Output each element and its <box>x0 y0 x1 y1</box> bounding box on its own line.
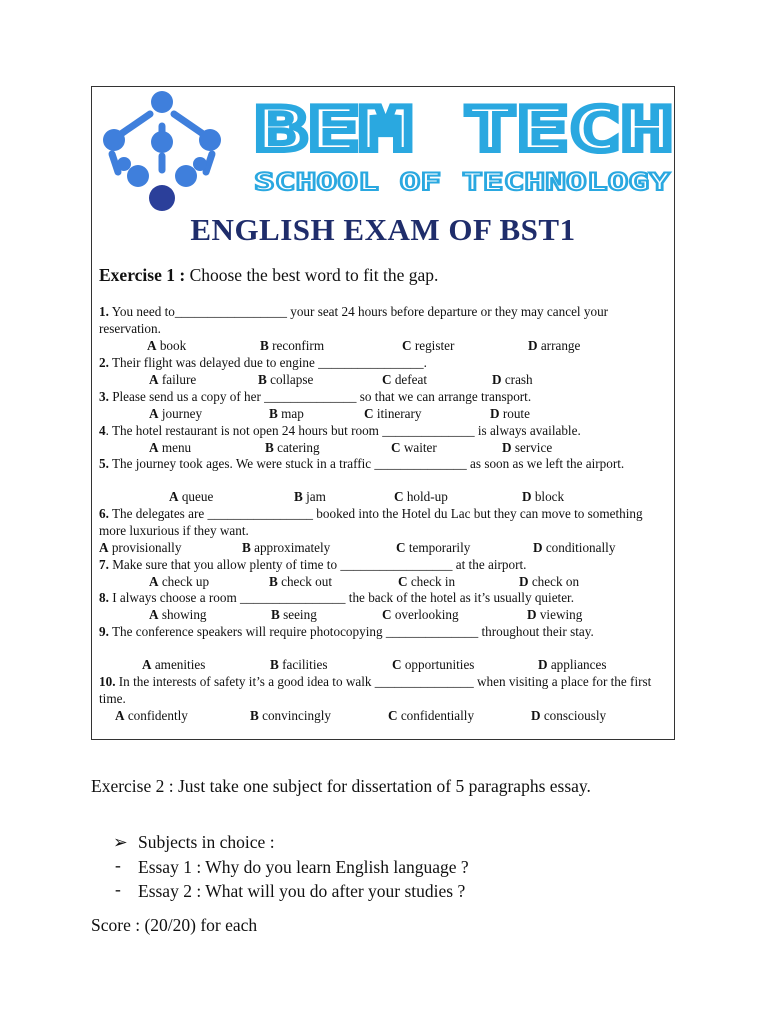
q1-option-a[interactable]: A book <box>147 338 187 353</box>
q8-option-a[interactable]: A showing <box>149 607 207 622</box>
q1-option-c[interactable]: C register <box>402 338 455 353</box>
svg-text:SCHOOL OF TECHNOLOGY: SCHOOL OF TECHNOLOGY <box>254 168 671 194</box>
dash-bullet-icon: - <box>115 879 121 899</box>
exercise1-instruction: Choose the best word to fit the gap. <box>189 265 439 285</box>
question-2: 2. Their flight was delayed due to engine ________________. <box>99 355 427 370</box>
score-text: Score : (20/20) for each <box>91 915 258 935</box>
brand-subtitle <box>254 168 674 194</box>
q4-option-a[interactable]: A menu <box>149 440 192 455</box>
essay-1: Essay 1 : Why do you learn English language ? <box>138 857 469 877</box>
q5-option-b[interactable]: B jam <box>294 489 326 504</box>
q9-option-b[interactable]: B facilities <box>270 657 328 672</box>
essay-2: Essay 2 : What will you do after your studies ? <box>138 881 466 901</box>
bem-tech-logo-icon <box>98 86 258 214</box>
q3-option-b[interactable]: B map <box>269 406 304 421</box>
q2-option-d[interactable]: D crash <box>492 372 533 387</box>
svg-text:BEM TECH: BEM TECH <box>255 98 673 158</box>
q1-option-d[interactable]: D arrange <box>528 338 581 353</box>
question-10: 10. In the interests of safety it’s a good idea to walk _______________ when visiting a place for the first time. <box>99 674 652 706</box>
q2-option-c[interactable]: C defeat <box>382 372 428 387</box>
question-6: 6. The delegates are ________________ booked into the Hotel du Lac but they can move to something more luxurious if they want. <box>99 506 643 538</box>
dash-bullet-icon: - <box>115 855 121 875</box>
q6-option-d[interactable]: D conditionally <box>533 540 616 555</box>
q3-option-d[interactable]: D route <box>490 406 530 421</box>
exercise1-label: Exercise 1 : <box>99 265 186 285</box>
q9-option-c[interactable]: C opportunities <box>392 657 475 672</box>
exercise1-heading <box>99 265 438 286</box>
q7-option-a[interactable]: A check up <box>149 574 210 589</box>
q8-option-b[interactable]: B seeing <box>271 607 317 622</box>
question-8: 8. I always choose a room ________________ the back of the hotel as it’s usually quieter. <box>99 590 575 605</box>
exercise2-heading: Exercise 2 : Just take one subject for dissertation of 5 paragraphs essay. <box>91 776 591 796</box>
q6-option-a[interactable]: A provisionally <box>99 540 182 555</box>
q7-option-c[interactable]: C check in <box>398 574 456 589</box>
q4-option-c[interactable]: C waiter <box>391 440 437 455</box>
q10-option-d[interactable]: D consciously <box>531 708 607 723</box>
q2-option-b[interactable]: B collapse <box>258 372 314 387</box>
question-5: 5. The journey took ages. We were stuck in a traffic ______________ as soon as we left the airport. <box>99 456 625 471</box>
q5-option-d[interactable]: D block <box>522 489 565 504</box>
q9-option-a[interactable]: A amenities <box>142 657 206 672</box>
q8-option-c[interactable]: C overlooking <box>382 607 459 622</box>
q7-option-d[interactable]: D check on <box>519 574 580 589</box>
question-3: 3. Please send us a copy of her ______________ so that we can arrange transport. <box>99 389 532 404</box>
q6-option-b[interactable]: B approximately <box>242 540 331 555</box>
q7-option-b[interactable]: B check out <box>269 574 332 589</box>
question-7: 7. Make sure that you allow plenty of time to _________________ at the airport. <box>99 557 527 572</box>
q8-option-d[interactable]: D viewing <box>527 607 583 622</box>
q10-option-a[interactable]: A confidently <box>115 708 188 723</box>
q1-option-b[interactable]: B reconfirm <box>260 338 325 353</box>
brand-wordmark <box>255 98 675 158</box>
q10-option-b[interactable]: B convincingly <box>250 708 331 723</box>
q4-option-b[interactable]: B catering <box>265 440 320 455</box>
q4-option-d[interactable]: D service <box>502 440 553 455</box>
q9-option-d[interactable]: D appliances <box>538 657 607 672</box>
q3-option-a[interactable]: A journey <box>149 406 203 421</box>
question-1: 1. You need to_________________ your seat 24 hours before departure or they may cancel your reservation. <box>99 304 609 336</box>
page-title: ENGLISH EXAM OF BST1 <box>190 212 576 247</box>
q5-option-a[interactable]: A queue <box>169 489 214 504</box>
subjects-arrow-icon: ➢ <box>113 832 128 852</box>
q2-option-a[interactable]: A failure <box>149 372 197 387</box>
q10-option-c[interactable]: C confidentially <box>388 708 475 723</box>
subjects-label: Subjects in choice : <box>138 832 275 852</box>
question-4: 4. The hotel restaurant is not open 24 hours but room ______________ is always available. <box>99 423 581 438</box>
q5-option-c[interactable]: C hold-up <box>394 489 448 504</box>
q6-option-c[interactable]: C temporarily <box>396 540 471 555</box>
q3-option-c[interactable]: C itinerary <box>364 406 422 421</box>
question-9: 9. The conference speakers will require photocopying ______________ throughout their stay. <box>99 624 594 639</box>
